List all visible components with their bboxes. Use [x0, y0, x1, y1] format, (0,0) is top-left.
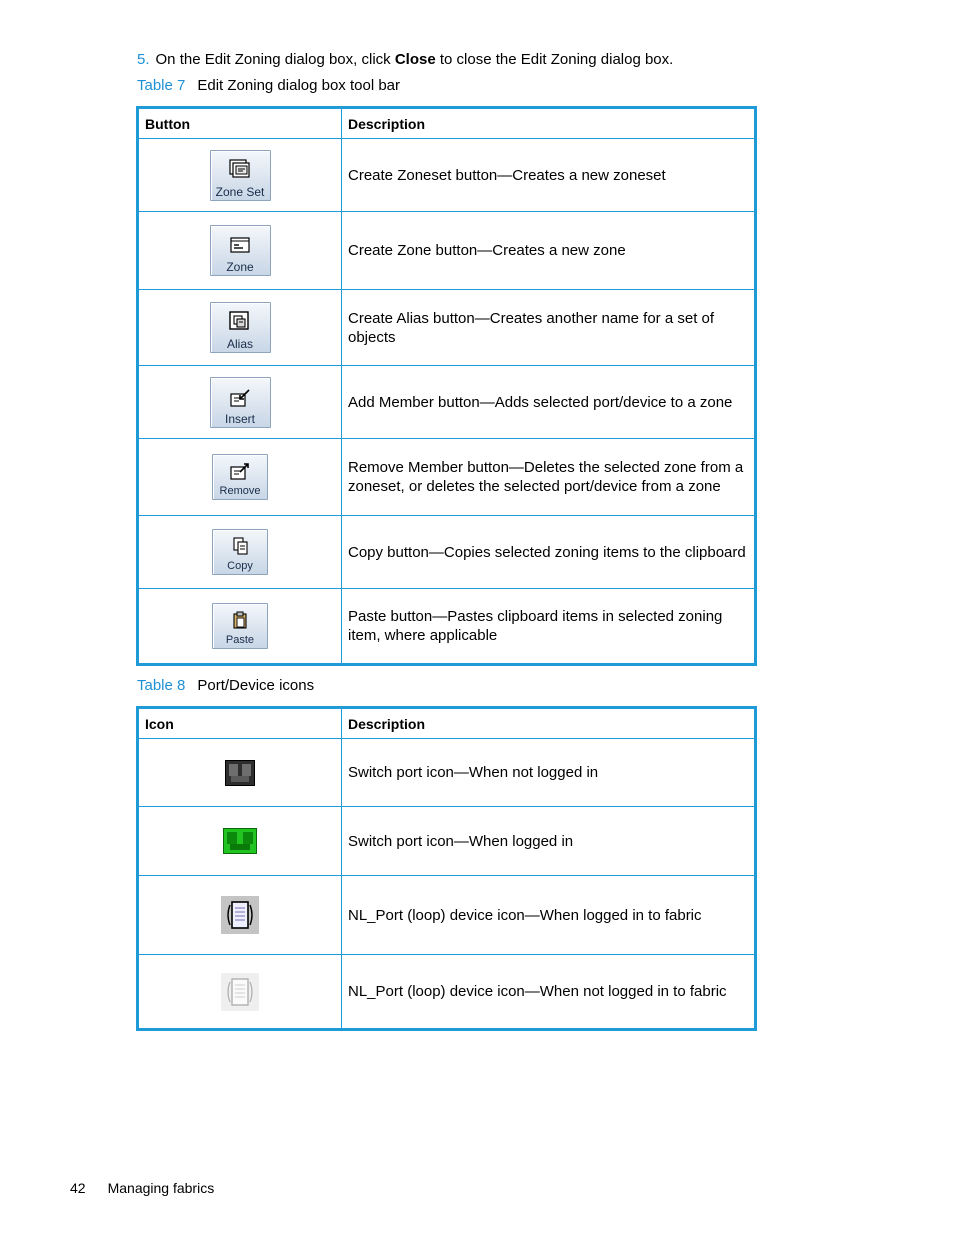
table8-icon-cell — [138, 807, 342, 876]
table-row — [138, 439, 756, 516]
table-row — [138, 290, 756, 366]
paste-button — [212, 603, 268, 649]
table7-title: Edit Zoning dialog box tool bar — [197, 77, 401, 94]
zoneset-button — [210, 150, 271, 201]
table8-icon-cell — [138, 955, 342, 1030]
table7-icon-cell — [138, 212, 342, 290]
table8-title: Port/Device icons — [197, 677, 315, 694]
table8-header-description: Description — [342, 708, 756, 739]
table7-description: Copy button—Copies selected zoning items to the clipboard — [342, 516, 756, 589]
table8-header-row — [138, 708, 756, 739]
table7-icon-cell — [138, 439, 342, 516]
step-text-before: On the Edit Zoning dialog box, click — [155, 51, 395, 68]
remove-button — [212, 454, 268, 500]
button-label: Alias — [226, 337, 253, 351]
table7-header-button: Button — [138, 108, 342, 139]
footer-section: Managing fabrics — [107, 1180, 215, 1196]
page-number: 42 — [70, 1180, 86, 1196]
table-row — [138, 139, 756, 212]
table7-description: Create Zoneset button—Creates a new zoneset — [342, 139, 756, 212]
table7-header-row — [138, 108, 756, 139]
table-row — [138, 366, 756, 439]
step-close-keyword: Close — [394, 51, 436, 68]
table7-icon-cell — [138, 516, 342, 589]
table7-description: Create Zone button—Creates a new zone — [342, 212, 756, 290]
table7-toolbar — [136, 106, 757, 666]
table-row — [138, 955, 756, 1030]
table8-description: NL_Port (loop) device icon—When not logged in to fabric — [342, 955, 756, 1030]
table8-description: Switch port icon—When logged in — [342, 807, 756, 876]
zone-button — [210, 225, 271, 276]
table-row — [138, 807, 756, 876]
insert-icon — [227, 387, 253, 411]
copy-button — [212, 529, 268, 575]
table7-description: Add Member button—Adds selected port/device to a zone — [342, 366, 756, 439]
button-label: Remove — [219, 485, 261, 497]
table7-icon-cell — [138, 290, 342, 366]
page-footer — [70, 1179, 214, 1197]
zoneset-icon — [227, 158, 253, 184]
button-label: Insert — [224, 411, 255, 426]
table8-port-device-icons — [136, 706, 757, 1031]
button-label: Paste — [225, 634, 255, 646]
button-label: Zone — [226, 260, 254, 274]
table-row — [138, 516, 756, 589]
table8-description: NL_Port (loop) device icon—When logged in to fabric — [342, 876, 756, 955]
table8-description: Switch port icon—When not logged in — [342, 739, 756, 807]
table-row — [138, 212, 756, 290]
table-row — [138, 589, 756, 665]
table8-icon-cell — [138, 876, 342, 955]
paste-icon — [228, 610, 252, 632]
table7-description: Create Alias button—Creates another name for a set of objects — [342, 290, 756, 366]
nl-port-not-logged-in-icon — [221, 973, 259, 1011]
step-number: 5. — [137, 51, 150, 68]
alias-button — [210, 302, 271, 353]
table7-header-description: Description — [342, 108, 756, 139]
switch-port-not-logged-in-icon — [225, 760, 255, 786]
step-text-after: to close the Edit Zoning dialog box. — [435, 51, 674, 68]
insert-button — [210, 377, 271, 428]
table7-description: Paste button—Pastes clipboard items in selected zoning item, where applicable — [342, 589, 756, 665]
table8-header-icon: Icon — [138, 708, 342, 739]
nl-port-logged-in-icon — [221, 896, 259, 934]
table7-icon-cell — [138, 366, 342, 439]
table7-caption — [137, 76, 400, 96]
table8-caption — [137, 676, 314, 696]
table7-description: Remove Member button—Deletes the selected zone from a zoneset, or deletes the selected port/device from a zone — [342, 439, 756, 516]
copy-icon — [228, 536, 252, 558]
step-5 — [137, 50, 673, 70]
button-label: Zone Set — [215, 184, 265, 199]
table-row — [138, 739, 756, 807]
remove-icon — [227, 461, 253, 483]
table7-label: Table 7 — [137, 77, 186, 94]
table8-icon-cell — [138, 739, 342, 807]
zone-icon — [227, 235, 253, 259]
table7-icon-cell — [138, 139, 342, 212]
button-label: Copy — [227, 560, 253, 572]
table-row — [138, 876, 756, 955]
table8-label: Table 8 — [137, 677, 186, 694]
table7-icon-cell — [138, 589, 342, 665]
switch-port-logged-in-icon — [223, 828, 257, 854]
alias-icon — [227, 310, 253, 336]
